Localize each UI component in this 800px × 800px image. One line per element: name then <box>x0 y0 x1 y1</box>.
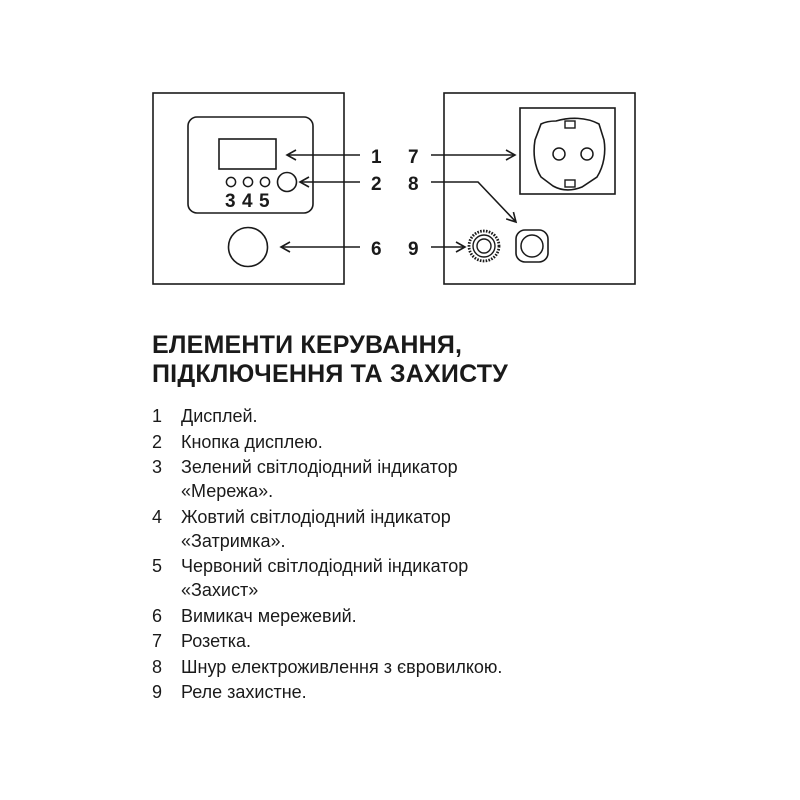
callout-7: 7 <box>408 147 419 168</box>
protection-relay-icon <box>469 231 499 261</box>
socket-icon <box>520 108 615 194</box>
legend-title: ЕЛЕМЕНТИ КЕРУВАННЯ, ПІДКЛЮЧЕННЯ ТА ЗАХИСТУ <box>152 331 508 388</box>
green-led-icon <box>226 177 235 186</box>
item-number: 2 <box>152 431 163 452</box>
red-led-icon <box>260 177 269 186</box>
callout-3: 3 <box>225 191 236 212</box>
power-cord-icon <box>516 230 548 262</box>
list-item <box>152 505 672 553</box>
item-text: Реле захистне. <box>181 682 307 702</box>
display-button-icon <box>278 173 297 192</box>
item-number: 3 <box>152 457 163 477</box>
back-panel <box>444 93 635 284</box>
yellow-led-icon <box>243 177 252 186</box>
callout-1: 1 <box>371 147 382 168</box>
list-item <box>152 680 672 704</box>
item-number: 4 <box>152 506 163 527</box>
front-panel <box>153 93 344 284</box>
list-item <box>152 455 672 503</box>
callout-8: 8 <box>408 174 419 195</box>
item-number: 5 <box>152 556 163 576</box>
device-diagram <box>0 0 800 300</box>
item-number: 6 <box>152 605 163 626</box>
item-number: 8 <box>152 656 163 677</box>
callout-9: 9 <box>408 239 419 260</box>
item-text: Розетка. <box>181 631 252 651</box>
item-text: Жовтий світлодіодний індикатор «Затримка». <box>181 506 451 551</box>
item-text: Зелений світлодіодний індикатор «Мережа». <box>181 457 458 501</box>
item-text: Кнопка дисплею. <box>181 431 323 452</box>
callout-2: 2 <box>371 174 382 195</box>
callout-4: 4 <box>242 191 253 212</box>
list-item <box>152 604 672 628</box>
item-text: Шнур електроживлення з євровилкою. <box>181 656 503 677</box>
item-number: 9 <box>152 682 163 702</box>
list-item <box>152 430 672 454</box>
item-text: Дисплей. <box>181 406 258 426</box>
item-number: 7 <box>152 631 163 651</box>
list-item <box>152 404 672 428</box>
display-icon <box>219 139 276 169</box>
power-switch-icon <box>229 228 268 267</box>
callout-6: 6 <box>371 239 382 260</box>
callout-5: 5 <box>259 191 270 212</box>
item-number: 1 <box>152 406 163 426</box>
item-text: Червоний світлодіодний індикатор «Захист» <box>181 556 469 600</box>
list-item <box>152 554 672 602</box>
list-item <box>152 655 672 679</box>
legend-list <box>152 404 672 706</box>
item-text: Вимикач мережевий. <box>181 605 357 626</box>
list-item <box>152 629 672 653</box>
